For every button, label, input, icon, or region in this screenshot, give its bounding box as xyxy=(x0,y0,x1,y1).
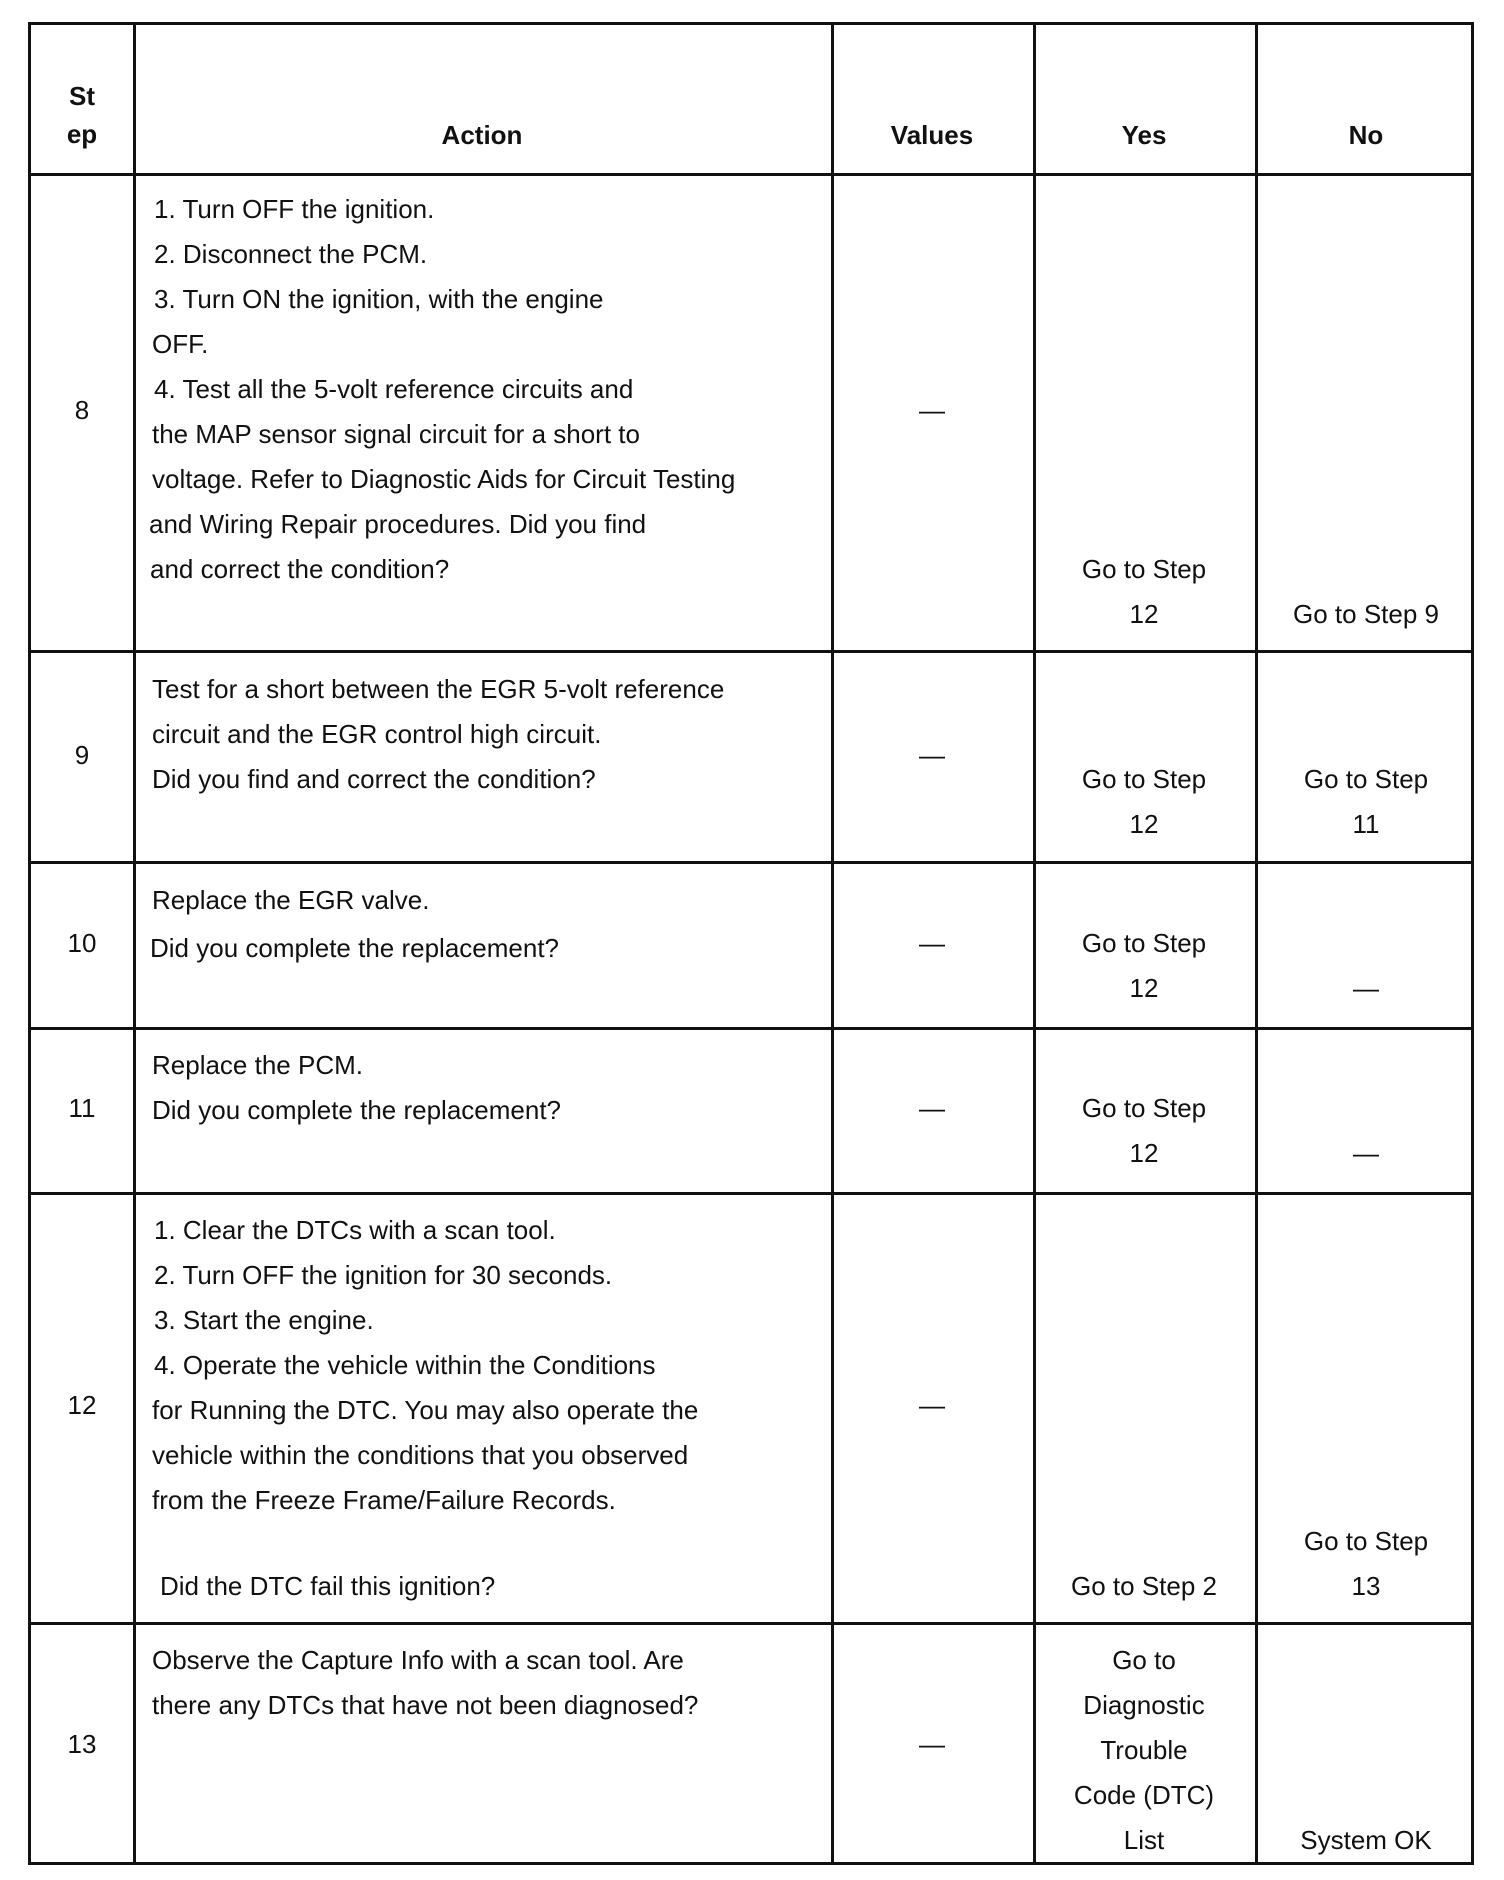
row-divider xyxy=(31,650,1471,653)
action-line: Replace the EGR valve. xyxy=(152,885,430,915)
action-line: voltage. Refer to Diagnostic Aids for Circuit Testing xyxy=(152,464,736,494)
no-cell: — xyxy=(1353,1138,1379,1168)
header-step xyxy=(31,77,133,153)
yes-cell: Go to Step 2 xyxy=(1071,1571,1217,1601)
action-line: from the Freeze Frame/Failure Records. xyxy=(152,1485,616,1515)
values-cell: — xyxy=(919,1093,945,1123)
action-line: Did you complete the replacement? xyxy=(150,933,560,963)
no-cell: Go to Step xyxy=(1303,764,1429,794)
action-line: 1. Turn OFF the ignition. xyxy=(154,194,435,224)
no-cell: Go to Step xyxy=(1303,1526,1429,1556)
values-cell: — xyxy=(919,395,945,425)
action-line: Did you find and correct the condition? xyxy=(152,764,596,794)
action-line: Did you complete the replacement? xyxy=(152,1095,562,1125)
header-action: Action xyxy=(441,120,523,150)
step-number: 10 xyxy=(67,928,97,958)
header-step-line: St xyxy=(69,81,95,111)
action-line: and correct the condition? xyxy=(150,554,450,584)
yes-cell: Go to Step xyxy=(1081,554,1207,584)
step-number: 8 xyxy=(74,395,90,425)
yes-cell: 12 xyxy=(1129,973,1159,1003)
action-line: Observe the Capture Info with a scan tool. Are xyxy=(152,1645,684,1675)
yes-cell: Go to Step xyxy=(1081,1093,1207,1123)
action-line: and Wiring Repair procedures. Did you find xyxy=(149,509,647,539)
values-cell: — xyxy=(919,1390,945,1420)
action-line: 1. Clear the DTCs with a scan tool. xyxy=(154,1215,556,1245)
action-line: circuit and the EGR control high circuit. xyxy=(152,719,602,749)
row-divider xyxy=(31,1027,1471,1030)
action-line: for Running the DTC. You may also operate the xyxy=(152,1395,699,1425)
action-line: 2. Turn OFF the ignition for 30 seconds. xyxy=(154,1260,613,1290)
values-cell: — xyxy=(919,1729,945,1759)
yes-cell: List xyxy=(1123,1825,1165,1855)
action-line: Test for a short between the EGR 5-volt reference xyxy=(152,674,725,704)
no-cell: Go to Step 9 xyxy=(1293,599,1439,629)
header-values: Values xyxy=(890,120,974,150)
step-number: 11 xyxy=(68,1093,96,1123)
row-divider xyxy=(31,173,1471,176)
yes-cell: Trouble xyxy=(1100,1735,1188,1765)
yes-cell: Diagnostic xyxy=(1083,1690,1205,1720)
yes-cell: 12 xyxy=(1129,809,1159,839)
yes-cell: Go to Step xyxy=(1081,764,1207,794)
row-divider xyxy=(31,1192,1471,1195)
action-line: the MAP sensor signal circuit for a short to xyxy=(152,419,640,449)
action-line: 3. Start the engine. xyxy=(154,1305,374,1335)
action-line: Replace the PCM. xyxy=(152,1050,363,1080)
action-line: 4. Operate the vehicle within the Conditions xyxy=(154,1350,656,1380)
values-cell: — xyxy=(919,740,945,770)
row-divider xyxy=(31,861,1471,864)
action-line: vehicle within the conditions that you observed xyxy=(152,1440,689,1470)
action-line: there any DTCs that have not been diagnosed? xyxy=(152,1690,699,1720)
diagnostic-table xyxy=(28,22,1474,1865)
action-line: 4. Test all the 5-volt reference circuits and xyxy=(154,374,634,404)
step-number: 9 xyxy=(74,740,90,770)
yes-cell: 12 xyxy=(1129,1138,1159,1168)
yes-cell: Go to Step xyxy=(1081,928,1207,958)
step-number: 13 xyxy=(67,1729,97,1759)
no-cell: System OK xyxy=(1300,1825,1432,1855)
no-cell: — xyxy=(1353,973,1379,1003)
yes-cell: Code (DTC) xyxy=(1073,1780,1215,1810)
action-line: Did the DTC fail this ignition? xyxy=(160,1571,496,1601)
column-divider xyxy=(133,25,136,1862)
action-line: 2. Disconnect the PCM. xyxy=(154,239,428,269)
header-no: No xyxy=(1348,120,1384,150)
yes-cell: 12 xyxy=(1129,599,1159,629)
step-number: 12 xyxy=(67,1390,97,1420)
header-yes: Yes xyxy=(1121,120,1167,150)
row-divider xyxy=(31,1622,1471,1625)
yes-cell: Go to xyxy=(1112,1645,1176,1675)
values-cell: — xyxy=(919,928,945,958)
no-cell: 13 xyxy=(1351,1571,1381,1601)
header-step-line: ep xyxy=(66,119,98,149)
action-line: 3. Turn ON the ignition, with the engine xyxy=(154,284,604,314)
no-cell: 11 xyxy=(1352,809,1380,839)
action-line: OFF. xyxy=(152,329,209,359)
